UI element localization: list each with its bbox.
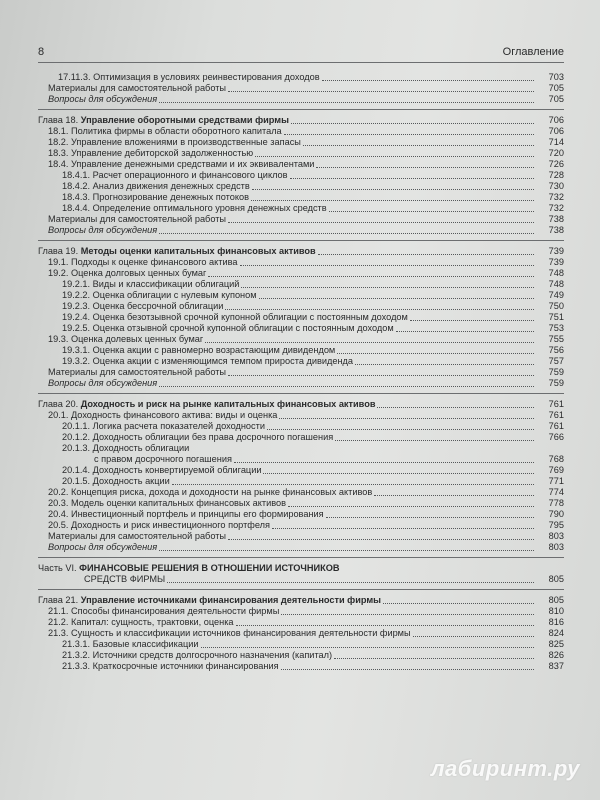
toc-entry xyxy=(38,465,564,476)
leader-dots xyxy=(234,454,534,463)
toc-entry-page: 757 xyxy=(548,356,564,366)
toc-entry-title: 21.3.1. Базовые классификации xyxy=(62,639,199,649)
toc-entry-prefix: Глава 18. xyxy=(38,115,81,125)
toc-entry xyxy=(38,443,564,454)
toc-entry-title: 18.4.2. Анализ движения денежных средств xyxy=(62,181,250,191)
toc-entry-page: 803 xyxy=(548,531,564,541)
toc-entry-page: 749 xyxy=(548,290,564,300)
toc-entry-title: 20.5. Доходность и риск инвестиционного портфеля xyxy=(48,520,270,530)
page-header xyxy=(38,42,564,63)
toc-entry-page: 732 xyxy=(548,203,564,213)
toc-entry-title: 21.3.3. Краткосрочные источники финансирования xyxy=(62,661,279,671)
toc-entry xyxy=(38,378,564,389)
toc-entry-page: 761 xyxy=(548,399,564,409)
toc-entry-page: 803 xyxy=(548,542,564,552)
leader-dots xyxy=(291,115,534,124)
toc-entry-title: Вопросы для обсуждения xyxy=(48,378,158,388)
leader-dots xyxy=(396,323,534,332)
toc-entry-title: 19.1. Подходы к оценке финансового актива xyxy=(48,257,238,267)
toc-entry xyxy=(38,192,564,203)
toc-entry xyxy=(38,628,564,639)
toc-entry-page: 732 xyxy=(548,192,564,202)
toc-entry-title: 20.1.1. Логика расчета показателей доходности xyxy=(62,421,265,431)
leader-dots xyxy=(159,542,534,551)
leader-dots xyxy=(252,181,534,190)
toc-entry-page: 795 xyxy=(548,520,564,530)
toc-entry-page: 824 xyxy=(548,628,564,638)
leader-dots xyxy=(267,421,534,430)
toc-entry-title: Материалы для самостоятельной работы xyxy=(48,214,227,224)
toc-entry-page: 706 xyxy=(548,115,564,125)
leader-dots xyxy=(288,498,534,507)
leader-dots xyxy=(374,487,534,496)
leader-dots xyxy=(225,301,534,310)
toc-entry-title: 20.4. Инвестиционный портфель и принципы его формирования xyxy=(48,509,324,519)
toc-entry-title: 18.3. Управление дебиторской задолженностью xyxy=(48,148,254,158)
toc-entry-title: 19.2.2. Оценка облигации с нулевым купоном xyxy=(62,290,257,300)
toc-entry-page: 805 xyxy=(548,595,564,605)
leader-dots xyxy=(413,628,534,637)
toc-entry-title: 20.1.4. Доходность конвертируемой облигации xyxy=(62,465,262,475)
toc-entry-title: 20.1.3. Доходность облигации xyxy=(62,443,190,453)
toc-entry-title: 19.2.5. Оценка отзывной срочной купонной облигации с постоянным доходом xyxy=(62,323,394,333)
toc-entry-page: 761 xyxy=(548,410,564,420)
toc-entry xyxy=(38,83,564,94)
leader-dots xyxy=(240,257,535,266)
toc-entry xyxy=(38,323,564,334)
toc-entry xyxy=(38,520,564,531)
leader-dots xyxy=(281,606,534,615)
leader-dots xyxy=(205,334,534,343)
leader-dots xyxy=(228,367,534,376)
toc-entry-title: 18.4. Управление денежными средствами и их эквивалентами xyxy=(48,159,315,169)
toc-entry-page: 738 xyxy=(548,214,564,224)
leader-dots xyxy=(259,290,534,299)
toc-entry-title: 20.3. Модель оценки капитальных финансовых активов xyxy=(48,498,287,508)
toc-entry-page: 810 xyxy=(548,606,564,616)
toc-entry xyxy=(38,170,564,181)
toc-entry xyxy=(38,159,564,170)
toc-entry-prefix: Глава 21. xyxy=(38,595,81,605)
toc-entry xyxy=(38,148,564,159)
toc-entry-title: 18.4.3. Прогнозирование денежных потоков xyxy=(62,192,249,202)
toc-entry xyxy=(38,225,564,236)
leader-dots xyxy=(272,520,534,529)
toc-entry-title: с правом досрочного погашения xyxy=(94,454,232,464)
toc-entry-prefix: Глава 19. xyxy=(38,246,81,256)
toc-entry-title: 20.1. Доходность финансового актива: виды и оценка xyxy=(48,410,278,420)
leader-dots xyxy=(355,356,534,365)
toc-entry xyxy=(38,476,564,487)
toc-entry-page: 805 xyxy=(548,574,564,584)
toc-entry-title: 18.4.1. Расчет операционного и финансового циклов xyxy=(62,170,288,180)
toc-entry-title: 21.3. Сущность и классификации источников финансирования деятельности фирмы xyxy=(48,628,411,638)
leader-dots xyxy=(329,203,534,212)
toc-entry xyxy=(38,72,564,83)
toc-entry xyxy=(38,94,564,105)
running-title: Оглавление xyxy=(502,46,564,58)
toc-entry xyxy=(38,279,564,290)
toc-entry-page: 790 xyxy=(548,509,564,519)
toc-entry-page: 720 xyxy=(548,148,564,158)
toc-entry-title: Глава 20. Доходность и риск на рынке капитальных финансовых активов xyxy=(38,399,376,409)
leader-dots xyxy=(334,650,534,659)
toc-entry-page: 728 xyxy=(548,170,564,180)
toc-entry xyxy=(38,498,564,509)
leader-dots xyxy=(335,432,534,441)
toc-entry xyxy=(38,432,564,443)
leader-dots xyxy=(159,378,534,387)
toc-entry-page: 739 xyxy=(548,257,564,267)
toc-entry-page: 714 xyxy=(548,137,564,147)
leader-dots xyxy=(255,148,534,157)
toc-entry-title: 20.1.2. Доходность облигации без права досрочного погашения xyxy=(62,432,334,442)
toc-entry-page: 766 xyxy=(548,432,564,442)
toc-entry xyxy=(38,257,564,268)
leader-dots xyxy=(279,410,534,419)
toc-entry-page: 837 xyxy=(548,661,564,671)
toc-entry-page: 739 xyxy=(548,246,564,256)
toc-entry-page: 738 xyxy=(548,225,564,235)
leader-dots xyxy=(172,476,534,485)
toc-entry-page: 768 xyxy=(548,454,564,464)
toc-entry xyxy=(38,421,564,432)
toc-entry-page: 774 xyxy=(548,487,564,497)
toc-entry-prefix: Глава 20. xyxy=(38,399,81,409)
leader-dots xyxy=(159,94,534,103)
toc-entry-page: 748 xyxy=(548,268,564,278)
toc-entry xyxy=(38,531,564,542)
toc-entry xyxy=(38,115,564,126)
leader-dots xyxy=(281,661,534,670)
leader-dots xyxy=(284,126,534,135)
leader-dots xyxy=(337,345,534,354)
toc-entry-page: 753 xyxy=(548,323,564,333)
leader-dots xyxy=(303,137,534,146)
toc-entry-page: 726 xyxy=(548,159,564,169)
toc-entry-title: 21.2. Капитал: сущность, трактовки, оценка xyxy=(48,617,234,627)
toc-entry-page: 756 xyxy=(548,345,564,355)
leader-dots xyxy=(263,465,534,474)
table-of-contents xyxy=(38,72,564,672)
toc-entry xyxy=(38,563,564,574)
toc-entry-title: 18.4.4. Определение оптимального уровня денежных средств xyxy=(62,203,327,213)
toc-entry-page: 706 xyxy=(548,126,564,136)
leader-dots xyxy=(228,214,534,223)
toc-entry-page: 825 xyxy=(548,639,564,649)
toc-entry xyxy=(38,345,564,356)
leader-dots xyxy=(251,192,534,201)
toc-entry-title: 19.3. Оценка долевых ценных бумаг xyxy=(48,334,204,344)
toc-entry xyxy=(38,290,564,301)
toc-entry-title: 21.1. Способы финансирования деятельности фирмы xyxy=(48,606,280,616)
toc-entry-title: Глава 19. Методы оценки капитальных финансовых активов xyxy=(38,246,316,256)
leader-dots xyxy=(316,159,534,168)
toc-entry-page: 771 xyxy=(548,476,564,486)
toc-entry xyxy=(38,137,564,148)
toc-entry-title: Материалы для самостоятельной работы xyxy=(48,83,227,93)
leader-dots xyxy=(236,617,534,626)
leader-dots xyxy=(241,279,534,288)
toc-entry-title: 21.3.2. Источники средств долгосрочного назначения (капитал) xyxy=(62,650,333,660)
toc-entry xyxy=(38,650,564,661)
leader-dots xyxy=(159,225,534,234)
toc-entry-title: 19.2. Оценка долговых ценных бумаг xyxy=(48,268,207,278)
toc-entry-page: 826 xyxy=(548,650,564,660)
leader-dots xyxy=(322,72,534,81)
toc-entry-title: 19.3.2. Оценка акции с изменяющимся темпом прироста дивиденда xyxy=(62,356,354,366)
toc-entry xyxy=(38,246,564,257)
toc-entry xyxy=(38,617,564,628)
toc-entry-page: 778 xyxy=(548,498,564,508)
toc-entry-title: Вопросы для обсуждения xyxy=(48,542,158,552)
toc-entry-page: 769 xyxy=(548,465,564,475)
toc-entry xyxy=(38,126,564,137)
toc-entry-page: 750 xyxy=(548,301,564,311)
toc-entry xyxy=(38,268,564,279)
toc-entry-page: 705 xyxy=(548,94,564,104)
toc-entry xyxy=(38,410,564,421)
leader-dots xyxy=(228,83,534,92)
toc-entry-title: 20.2. Концепция риска, дохода и доходности на рынке финансовых активов xyxy=(48,487,373,497)
toc-entry xyxy=(38,181,564,192)
toc-entry-page: 748 xyxy=(548,279,564,289)
toc-entry-title: 17.11.3. Оптимизация в условиях реинвестирования доходов xyxy=(58,72,320,82)
toc-entry-page: 816 xyxy=(548,617,564,627)
leader-dots xyxy=(377,399,534,408)
leader-dots xyxy=(326,509,534,518)
toc-entry-page: 761 xyxy=(548,421,564,431)
watermark-logo: лабиринт.ру xyxy=(430,756,580,781)
leader-dots xyxy=(342,563,535,571)
toc-entry xyxy=(38,509,564,520)
toc-entry xyxy=(38,595,564,606)
toc-entry xyxy=(38,399,564,410)
toc-entry xyxy=(38,639,564,650)
toc-entry xyxy=(38,574,564,585)
toc-entry xyxy=(38,214,564,225)
toc-entry-prefix: Часть VI. xyxy=(38,563,80,573)
toc-entry-title: 20.1.5. Доходность акции xyxy=(62,476,170,486)
leader-dots xyxy=(191,443,534,451)
toc-entry-title: Глава 18. Управление оборотными средствами фирмы xyxy=(38,115,289,125)
toc-entry xyxy=(38,367,564,378)
toc-entry-title: Вопросы для обсуждения xyxy=(48,225,158,235)
toc-entry-title: 19.2.1. Виды и классификации облигаций xyxy=(62,279,240,289)
toc-entry-page: 759 xyxy=(548,367,564,377)
toc-entry xyxy=(38,542,564,553)
toc-entry-page: 759 xyxy=(548,378,564,388)
toc-entry-title: СРЕДСТВ ФИРМЫ xyxy=(84,574,166,584)
leader-dots xyxy=(410,312,534,321)
toc-entry xyxy=(38,454,564,465)
toc-entry xyxy=(38,661,564,672)
leader-dots xyxy=(208,268,534,277)
toc-entry-title: 18.1. Политика фирмы в области оборотного капитала xyxy=(48,126,282,136)
toc-entry-page: 755 xyxy=(548,334,564,344)
toc-entry-page: 751 xyxy=(548,312,564,322)
toc-entry xyxy=(38,606,564,617)
toc-entry-title: Материалы для самостоятельной работы xyxy=(48,531,227,541)
leader-dots xyxy=(228,531,534,540)
toc-entry xyxy=(38,312,564,323)
toc-entry-title: 19.2.3. Оценка бессрочной облигации xyxy=(62,301,224,311)
toc-entry-title: Часть VI. ФИНАНСОВЫЕ РЕШЕНИЯ В ОТНОШЕНИИ ИСТОЧНИКОВ xyxy=(38,563,340,573)
leader-dots xyxy=(167,574,534,583)
toc-entry-title: 19.3.1. Оценка акции с равномерно возрастающим дивидендом xyxy=(62,345,336,355)
leader-dots xyxy=(318,246,534,255)
toc-entry-title: Глава 21. Управление источниками финансирования деятельности фирмы xyxy=(38,595,381,605)
toc-entry xyxy=(38,487,564,498)
toc-entry xyxy=(38,356,564,367)
toc-entry-title: Материалы для самостоятельной работы xyxy=(48,367,227,377)
page-number: 8 xyxy=(38,46,45,58)
leader-dots xyxy=(290,170,534,179)
toc-entry-title: 18.2. Управление вложениями в производственные запасы xyxy=(48,137,301,147)
toc-entry xyxy=(38,203,564,214)
toc-entry-title: 19.2.4. Оценка безотзывной срочной купонной облигации с постоянным доходом xyxy=(62,312,408,322)
toc-entry-title: Вопросы для обсуждения xyxy=(48,94,158,104)
toc-entry xyxy=(38,334,564,345)
toc-entry xyxy=(38,301,564,312)
leader-dots xyxy=(383,595,534,604)
toc-entry-page: 705 xyxy=(548,83,564,93)
toc-entry-page: 703 xyxy=(548,72,564,82)
toc-entry-page: 730 xyxy=(548,181,564,191)
leader-dots xyxy=(201,639,534,648)
